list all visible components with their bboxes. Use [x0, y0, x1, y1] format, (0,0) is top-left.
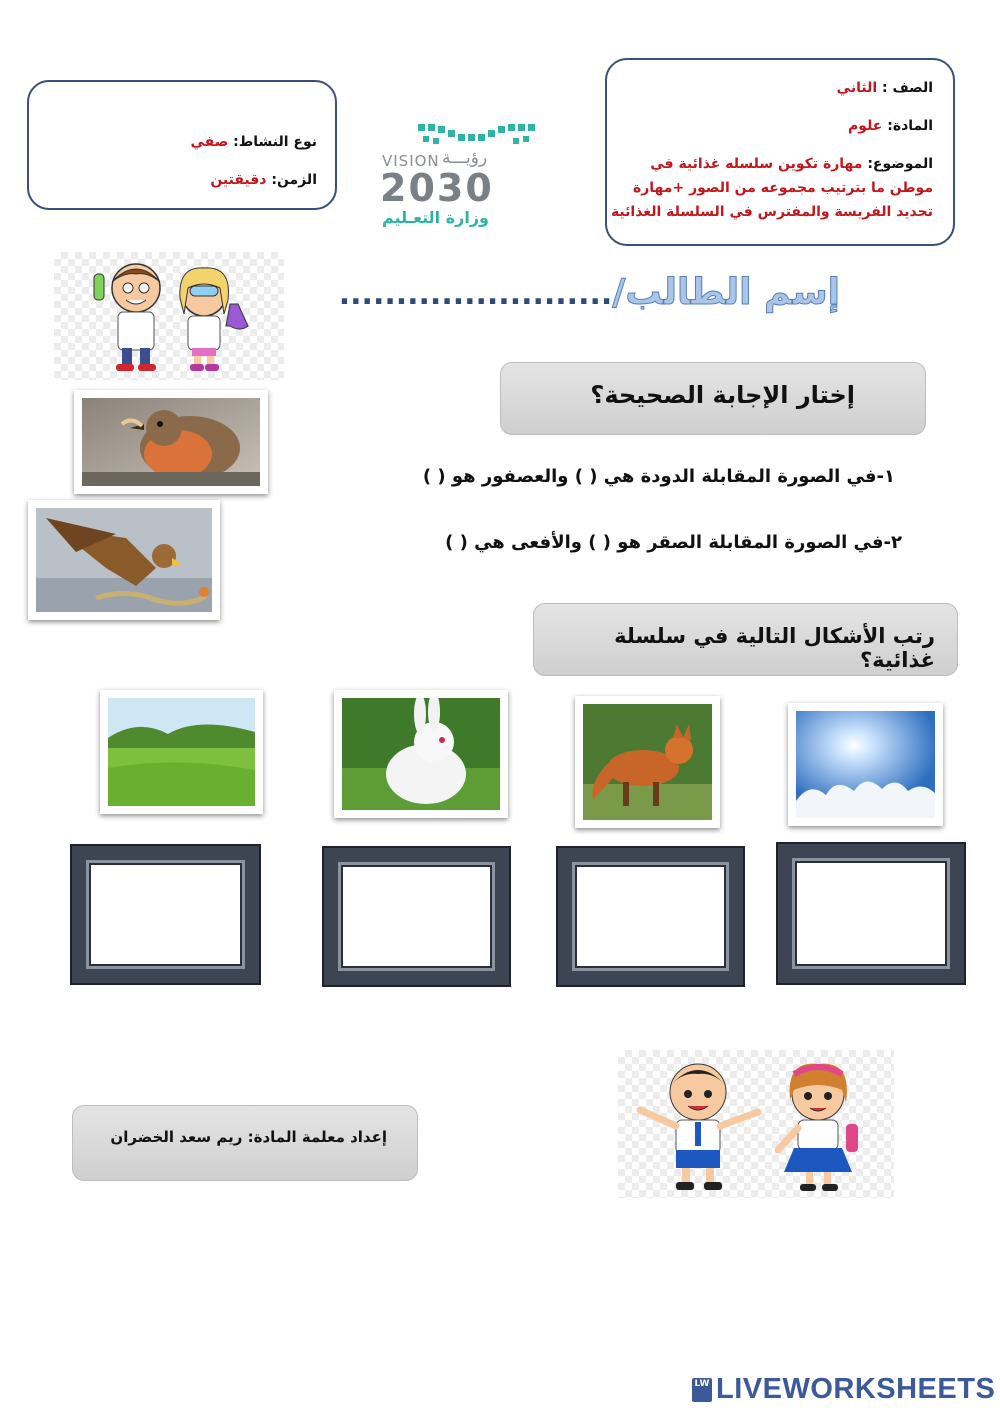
- section1-title-box: [500, 362, 926, 435]
- time-value: دقيقتين: [210, 172, 267, 188]
- time-label: الزمن:: [271, 172, 317, 188]
- grass-image: [108, 698, 255, 806]
- teacher-credit: إعداد معلمة المادة: ريم سعد الخضران: [110, 1128, 387, 1146]
- scientist-kids-image: [54, 252, 284, 380]
- activity-value: صفي: [190, 134, 229, 150]
- students-drawing: [618, 1050, 894, 1198]
- teacher-credit-box: [72, 1105, 418, 1181]
- bird-worm-photo: [74, 390, 268, 494]
- section2-title: رتب الأشكال التالية في سلسلة غذائية؟: [614, 624, 935, 672]
- topic-label: الموضوع:: [867, 156, 933, 172]
- fox-image: [583, 704, 712, 820]
- liveworksheets-name: LIVEWORKSHEETS: [716, 1373, 996, 1405]
- activity-info-box: [27, 80, 337, 210]
- grade-label: الصف :: [882, 80, 933, 96]
- topic-line-2: موطن ما بترتيب مجموعه من الصور +مهارة: [632, 180, 933, 196]
- fox-photo[interactable]: [575, 696, 720, 828]
- logo-ruya-text: رؤيـــة: [442, 148, 488, 168]
- hawk-snake-photo: [28, 500, 220, 620]
- students-image: [618, 1050, 894, 1198]
- question-1: ١-في الصورة المقابلة الدودة هي ( ) والعصفور هو ( ): [422, 466, 895, 487]
- answer-frame-3[interactable]: [558, 848, 743, 985]
- logo-vision-text: VISION: [382, 152, 440, 170]
- header-info-box: [605, 58, 955, 246]
- answer-frame-2[interactable]: [324, 848, 509, 985]
- liveworksheets-logo-letters: LW: [694, 1379, 710, 1389]
- liveworksheets-brand[interactable]: [690, 1372, 996, 1408]
- subject-value: علوم: [848, 118, 883, 134]
- subject-label: المادة:: [887, 118, 933, 134]
- grass-photo[interactable]: [100, 690, 263, 814]
- section1-title: إختار الإجابة الصحيحة؟: [590, 381, 855, 409]
- activity-line: [190, 134, 317, 150]
- sun-sky-photo[interactable]: [788, 703, 943, 826]
- section2-title-box: [533, 603, 958, 676]
- topic-line-1: [650, 156, 933, 172]
- time-line: [210, 172, 317, 188]
- subject-line: [848, 118, 933, 134]
- activity-label: نوع النشاط:: [233, 134, 317, 150]
- student-name-label: إسم الطالب/: [612, 272, 840, 313]
- vision-2030-logo: [378, 118, 538, 230]
- hawk-snake-image: [36, 508, 212, 612]
- rabbit-image: [342, 698, 500, 810]
- grade-line: [837, 80, 933, 96]
- grade-value: الثاني: [836, 80, 878, 96]
- topic-line-3: تحديد الفريسة والمفترس في السلسلة الغذائية: [610, 204, 933, 220]
- rabbit-photo[interactable]: [334, 690, 508, 818]
- answer-frame-1[interactable]: [72, 846, 259, 983]
- logo-ministry-text: وزارة التعـليم: [382, 208, 489, 227]
- topic-text-1: مهارة تكوين سلسله غذائية في: [650, 156, 863, 172]
- liveworksheets-logo-icon: [692, 1378, 712, 1402]
- question-2: ٢-في الصورة المقابلة الصقر هو ( ) والأفعى هي ( ): [445, 532, 902, 553]
- scientist-kids-drawing: [54, 252, 284, 380]
- answer-frame-4[interactable]: [778, 844, 964, 983]
- student-name-dots[interactable]: ........................: [338, 277, 613, 312]
- student-name-line: [338, 272, 840, 332]
- logo-year-text: 2030: [380, 166, 494, 210]
- bird-worm-image: [82, 398, 260, 486]
- sun-sky-image: [796, 711, 935, 818]
